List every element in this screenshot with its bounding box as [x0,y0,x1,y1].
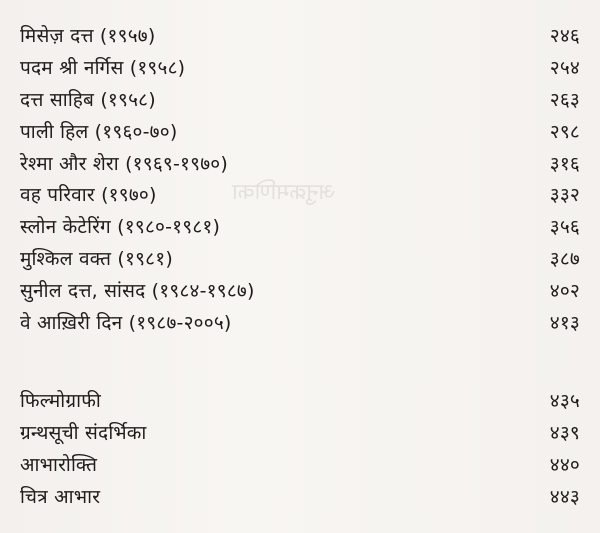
toc-entry-title: दत्त साहिब (१९५८) [20,88,156,111]
table-of-contents [20,22,580,514]
toc-entry-page: २५४ [549,56,580,79]
toc-entry-title: मुश्किल वक्त (१९८१) [20,248,173,271]
toc-entry[interactable] [20,22,580,54]
toc-entry-page: २६३ [549,88,580,111]
toc-back-entry[interactable] [20,483,580,515]
toc-entry-title: सुनील दत्त, सांसद (१९८४-१९८७) [20,280,255,303]
toc-entry-page: ३३२ [549,184,580,207]
toc-entry-page: २९८ [549,120,580,143]
toc-entry-page: ४४० [549,453,580,476]
toc-entry[interactable] [20,118,580,150]
toc-entry-page: ४०२ [549,280,580,303]
toc-entry[interactable] [20,277,580,309]
section-gap [20,341,580,387]
toc-entry-title: रेश्मा और शेरा (१९६९-१९७०) [20,152,228,175]
toc-entry-title: वे आख़िरी दिन (१९८७-२००५) [20,312,232,335]
toc-entry[interactable] [20,54,580,86]
toc-entry-page: ३१६ [549,152,580,175]
toc-back-entry[interactable] [20,387,580,419]
toc-entry-page: ३८७ [549,248,580,271]
toc-entry-title: ग्रन्थसूची संदर्भिका [20,421,147,444]
toc-entry[interactable] [20,150,580,182]
toc-entry-title: मिसेज़ दत्त (१९५७) [20,25,156,47]
toc-entry-title: वह परिवार (१९७०) [20,184,157,207]
toc-entry-title: फिल्मोग्राफी [20,389,101,412]
toc-entry-title: पाली हिल (१९६०-७०) [20,120,178,143]
toc-entry-title: चित्र आभार [20,485,101,508]
toc-entry[interactable] [20,181,580,213]
toc-entry-page: ३५६ [549,216,580,239]
toc-entry[interactable] [20,86,580,118]
toc-back-entry[interactable] [20,419,580,451]
toc-entry-page: ४४३ [549,485,580,508]
toc-entry[interactable] [20,309,580,341]
toc-entry-page: ४३९ [549,421,580,444]
toc-entry-page: ४३५ [549,389,580,412]
toc-entry[interactable] [20,213,580,245]
toc-entry-page: २४६ [549,25,580,47]
toc-entry-title: स्लोन केटेरिंग (१९८०-१९८१) [20,216,221,239]
toc-entry-title: आभारोक्ति [20,453,98,476]
show-through-heading: अनुक्रमणिका [232,180,336,205]
toc-back-entry[interactable] [20,451,580,483]
toc-entry-page: ४१३ [549,312,580,335]
toc-entry-title: पदम श्री नर्गिस (१९५८) [20,56,186,79]
toc-entry[interactable] [20,245,580,277]
